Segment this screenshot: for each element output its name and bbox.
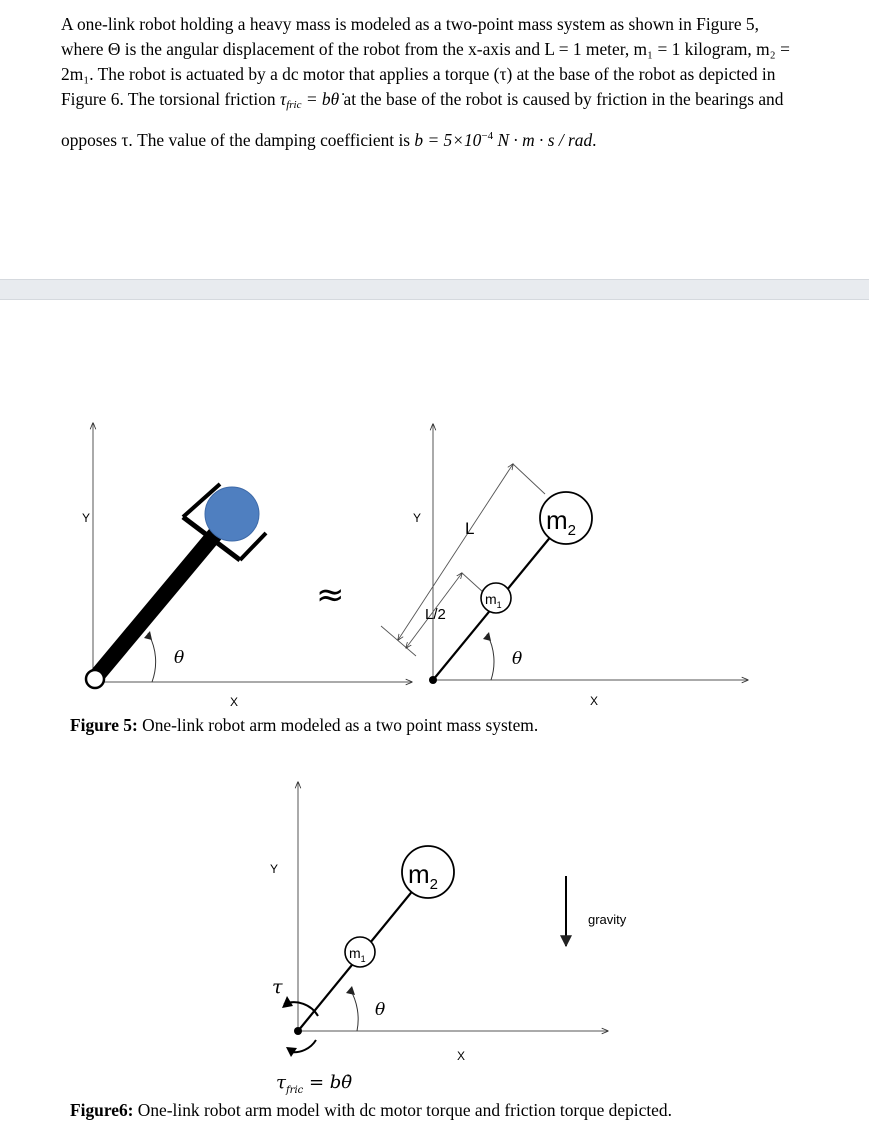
half-extension-top xyxy=(462,573,484,593)
fig6-mass-m2-label: $m_2$ xyxy=(408,859,439,893)
robot-link-bar xyxy=(95,526,222,678)
fig5-left-theta: θ xyxy=(174,648,185,668)
fig5-left-angle-arc xyxy=(148,633,156,682)
L-extension-top xyxy=(513,464,545,494)
fig6-x-label: X xyxy=(457,1049,466,1063)
paragraph-line-3: 2m₁. The robot is actuated by a dc motor that applies a torque (τ) at the base of the robot as depicted in xyxy=(61,64,776,84)
figure-6-caption: Figure6: One-link robot arm model with dc motor torque and friction torque depicted. xyxy=(70,1100,672,1120)
fig6-angle-arrowhead xyxy=(346,986,355,995)
paragraph-line-2: where Θ is the angular displacement of the robot from the x-axis and L = 1 meter, m₁ = 1 kilogram, m₂ = xyxy=(61,39,790,59)
fig5-left-y-label: Y xyxy=(82,511,91,525)
fig5-right-y-label: Y xyxy=(413,511,422,525)
tau-fric-symbol: $\tau_{fric}$ xyxy=(279,89,302,111)
fig5-right-x-label: X xyxy=(590,694,599,708)
paragraph-line-5: opposes τ. The value of the damping coefficient is $b = 5\times 10^{-4}$ N · m · s / rad. xyxy=(61,130,597,150)
paragraph-line-1: A one-link robot holding a heavy mass is modeled as a two-point mass system as shown in Figure 5, xyxy=(61,14,759,34)
fig5-right-theta: θ xyxy=(512,649,523,669)
heavy-mass-ball xyxy=(205,487,259,541)
fig6-theta: θ xyxy=(375,1000,386,1020)
fig5-right-angle-arc xyxy=(487,634,494,680)
fig5-right-angle-arrowhead xyxy=(483,632,491,641)
fig5-left-x-label: X xyxy=(230,695,239,709)
fig6-mass-m1-label: $m_1$ xyxy=(349,945,366,964)
mass-m2-label: $m_2$ xyxy=(546,505,577,539)
fig6-angle-arc xyxy=(350,989,358,1031)
fig5-left-diagram xyxy=(82,423,412,709)
fig5-right-diagram xyxy=(381,424,748,708)
line4-post: at the base of the robot is caused by friction in the bearings and xyxy=(339,89,784,109)
figure-5-caption: Figure 5: One-link robot arm modeled as a two point mass system. xyxy=(70,715,539,735)
fig6-friction-equation: $\tau_{fric}$ = bθ̇ xyxy=(276,1072,353,1096)
line5-pre: opposes τ. The value of the damping coefficient is xyxy=(61,130,415,150)
base-pivot xyxy=(86,670,104,688)
length-half-label: L/2 xyxy=(425,606,446,623)
damping-value: $b = 5\times 10^{-4}$ N · m · s / rad xyxy=(414,130,593,150)
length-L-label: L xyxy=(465,519,475,538)
fig6-pivot xyxy=(294,1027,302,1035)
gravity-label: gravity xyxy=(588,912,627,927)
approx-symbol: ≈ xyxy=(316,575,345,615)
fig5-model-pivot xyxy=(429,676,437,684)
mass-m1-label: $m_1$ xyxy=(485,591,502,610)
line4-pre: Figure 6. The torsional friction xyxy=(61,89,276,109)
fig6-y-label: Y xyxy=(270,862,279,876)
figure-6 xyxy=(270,782,627,1096)
fig5-left-angle-arrowhead xyxy=(144,631,152,640)
friction-equation: = bθ̇ xyxy=(301,89,340,109)
motor-torque-tau: τ xyxy=(272,976,283,998)
